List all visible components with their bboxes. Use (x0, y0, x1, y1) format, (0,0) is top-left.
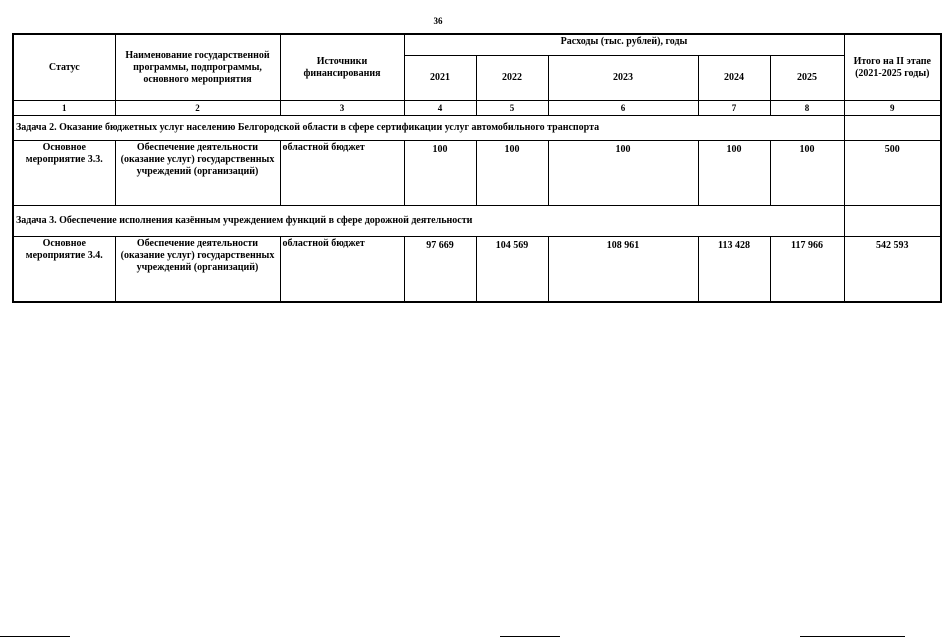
row-status: Основное мероприятие 3.4. (13, 237, 115, 303)
column-index: 1 (13, 101, 115, 116)
page-number: 36 (433, 16, 443, 26)
header-year-2025: 2025 (770, 56, 844, 101)
task-title: Задача 3. Обеспечение исполнения казённым учреждением функций в сфере дорожной деятельности (13, 206, 844, 237)
table-row (13, 237, 941, 303)
row-source: областной бюджет (280, 237, 404, 303)
column-index: 7 (698, 101, 770, 116)
header-expenses: Расходы (тыс. рублей), годы (404, 34, 844, 56)
row-value-2021: 100 (404, 141, 476, 206)
row-total: 542 593 (844, 237, 941, 303)
task-row (13, 206, 941, 237)
budget-table (12, 33, 942, 303)
column-index-row (13, 101, 941, 116)
column-index: 3 (280, 101, 404, 116)
row-value-2022: 104 569 (476, 237, 548, 303)
footer-rule (500, 636, 560, 637)
row-value-2022: 100 (476, 141, 548, 206)
row-name: Обеспечение деятельности (оказание услуг) государственных учреждений (организаций) (115, 237, 280, 303)
row-status: Основное мероприятие 3.3. (13, 141, 115, 206)
header-year-2023: 2023 (548, 56, 698, 101)
row-name: Обеспечение деятельности (оказание услуг) государственных учреждений (организаций) (115, 141, 280, 206)
task-row-empty-cell (844, 116, 941, 141)
header-year-2024: 2024 (698, 56, 770, 101)
row-value-2024: 113 428 (698, 237, 770, 303)
row-value-2025: 117 966 (770, 237, 844, 303)
footer-rule (0, 636, 70, 637)
column-index: 5 (476, 101, 548, 116)
column-index: 9 (844, 101, 941, 116)
row-source: областной бюджет (280, 141, 404, 206)
footer-rule (800, 636, 905, 637)
header-source: Источники финансирования (280, 34, 404, 101)
header-total: Итого на II этапе (2021-2025 годы) (844, 34, 941, 101)
header-status: Статус (13, 34, 115, 101)
column-index: 4 (404, 101, 476, 116)
row-value-2025: 100 (770, 141, 844, 206)
task-row (13, 116, 941, 141)
column-index: 8 (770, 101, 844, 116)
column-index: 2 (115, 101, 280, 116)
row-value-2023: 100 (548, 141, 698, 206)
row-value-2024: 100 (698, 141, 770, 206)
header-year-2022: 2022 (476, 56, 548, 101)
row-total: 500 (844, 141, 941, 206)
header-year-2021: 2021 (404, 56, 476, 101)
row-value-2021: 97 669 (404, 237, 476, 303)
row-value-2023: 108 961 (548, 237, 698, 303)
column-index: 6 (548, 101, 698, 116)
task-row-empty-cell (844, 206, 941, 237)
header-row-top (13, 34, 941, 56)
header-name: Наименование государственной программы, подпрограммы, основного мероприятия (115, 34, 280, 101)
table-row (13, 141, 941, 206)
task-title: Задача 2. Оказание бюджетных услуг населению Белгородской области в сфере сертификации услуг автомобильного транспорта (13, 116, 844, 141)
